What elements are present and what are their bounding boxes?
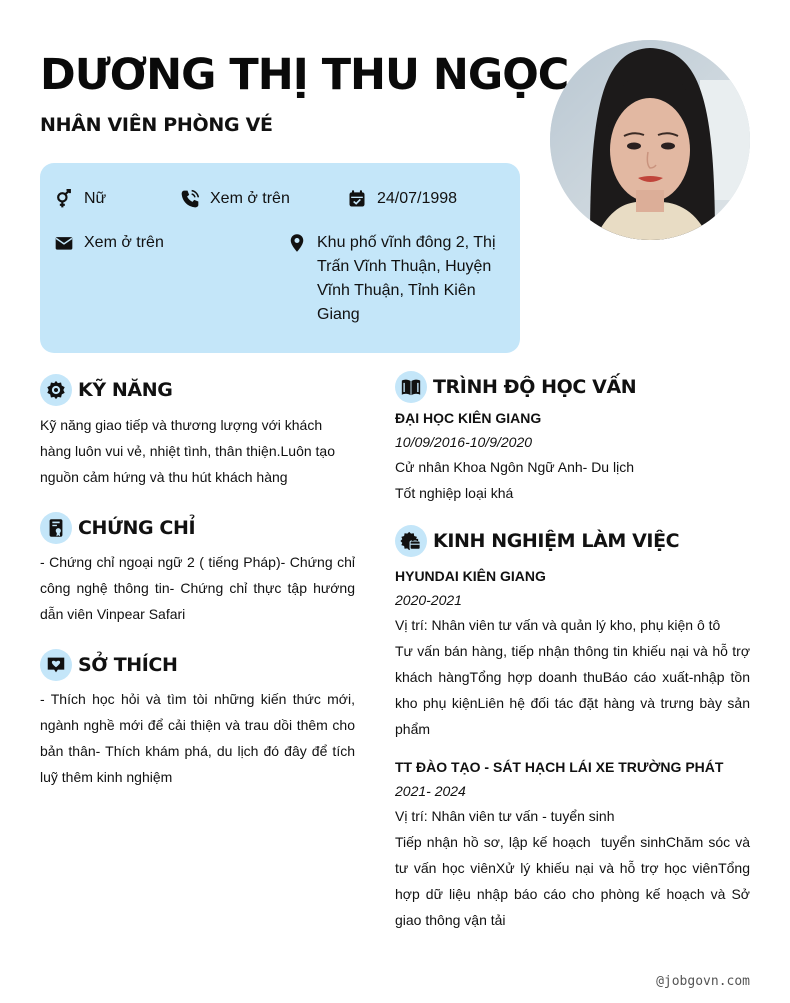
- certificates-header: [40, 512, 195, 544]
- education-school: ĐẠI HỌC KIÊN GIANG: [395, 410, 542, 426]
- certificates-text: - Chứng chỉ ngoại ngữ 2 ( tiếng Pháp)- Chứng chỉ công nghệ thông tin- Chứng chỉ thực tập hướng dẫn viên Vinpear Safari: [40, 554, 355, 622]
- job-1-company: HYUNDAI KIÊN GIANG: [395, 568, 546, 584]
- hobbies-header: [40, 649, 177, 681]
- certificates-heading: CHỨNG CHỈ: [78, 517, 196, 539]
- education-period: 10/09/2016-10/9/2020: [395, 434, 533, 450]
- gear-briefcase-icon: [395, 525, 427, 557]
- certificate-icon: [40, 512, 72, 544]
- gender-item: [54, 187, 106, 211]
- education-header: [395, 371, 636, 403]
- contact-info-box: [40, 163, 520, 353]
- portrait-image: [550, 40, 750, 240]
- birthday-item: [347, 187, 457, 211]
- job-1-position: Vị trí: Nhân viên tư vấn và quản lý kho, phụ kiện ô tô: [395, 617, 721, 633]
- education-grade: Tốt nghiệp loại khá: [395, 485, 514, 501]
- experience-heading: KINH NGHIỆM LÀM VIỆC: [433, 530, 680, 552]
- gear-icon: [40, 374, 72, 406]
- job-2-position: Vị trí: Nhân viên tư vấn - tuyển sinh: [395, 808, 615, 824]
- job-title: NHÂN VIÊN PHÒNG VÉ: [40, 114, 273, 136]
- job-1-description: Tư vấn bán hàng, tiếp nhận thông tin khiếu nại và hỗ trợ khách hàngTổng hợp doanh thuBáo cáo xuất-nhập tồn kho phụ kiệnLiên hệ đối tác đặt hàng và trưng bày sản phẩm: [395, 643, 750, 737]
- gender-value: Nữ: [84, 190, 107, 207]
- address-value: Khu phố vĩnh đông 2, Thị Trấn Vĩnh Thuận, Huyện Vĩnh Thuận, Tỉnh Kiên Giang: [317, 234, 496, 323]
- skills-text: Kỹ năng giao tiếp và thương lượng với khách hàng luôn vui vẻ, nhiệt tình, thân thiện.Luôn tạo nguồn cảm hứng và thu hút khách hàng: [40, 417, 336, 485]
- job-2-company: TT ĐÀO TẠO - SÁT HẠCH LÁI XE TRƯỜNG PHÁT: [395, 759, 724, 775]
- skills-heading: KỸ NĂNG: [78, 379, 173, 401]
- email-icon: [54, 231, 74, 255]
- email-value: Xem ở trên: [84, 234, 164, 251]
- heart-message-icon: [40, 649, 72, 681]
- location-pin-icon: [287, 231, 307, 255]
- phone-value: Xem ở trên: [210, 190, 290, 207]
- candidate-name: DƯƠNG THỊ THU NGỌC: [40, 50, 569, 100]
- education-heading: TRÌNH ĐỘ HỌC VẤN: [433, 376, 637, 398]
- experience-header: [395, 525, 679, 557]
- job-2-period: 2021- 2024: [395, 783, 466, 799]
- phone-item: [180, 187, 290, 211]
- profile-photo: [550, 40, 750, 240]
- calendar-icon: [347, 187, 367, 211]
- address-item: [287, 231, 502, 327]
- gender-icon: [54, 187, 74, 211]
- watermark: @jobgovn.com: [656, 974, 750, 989]
- education-degree: Cử nhân Khoa Ngôn Ngữ Anh- Du lịch: [395, 459, 634, 475]
- birthday-value: 24/07/1998: [377, 190, 458, 207]
- job-1-period: 2020-2021: [395, 592, 462, 608]
- phone-icon: [180, 187, 200, 211]
- hobbies-heading: SỞ THÍCH: [78, 654, 178, 676]
- email-item: [54, 231, 164, 255]
- book-icon: [395, 371, 427, 403]
- job-2-description: Tiếp nhận hồ sơ, lập kế hoạch tuyển sinhChăm sóc và tư vấn học viênXử lý khiếu nại và hỗ trợ học viênTổng hợp dữ liệu nhập báo cáo cho phòng kế hoạch và Sở giao thông vận tải: [395, 834, 754, 928]
- skills-header: [40, 374, 172, 406]
- hobbies-text: - Thích học hỏi và tìm tòi những kiến thức mới, ngành nghề mới để cải thiện và trau dồi thêm cho bản thân- Thích khám phá, du lịch đó đây để tích luỹ thêm kinh nghiệm: [40, 691, 355, 785]
